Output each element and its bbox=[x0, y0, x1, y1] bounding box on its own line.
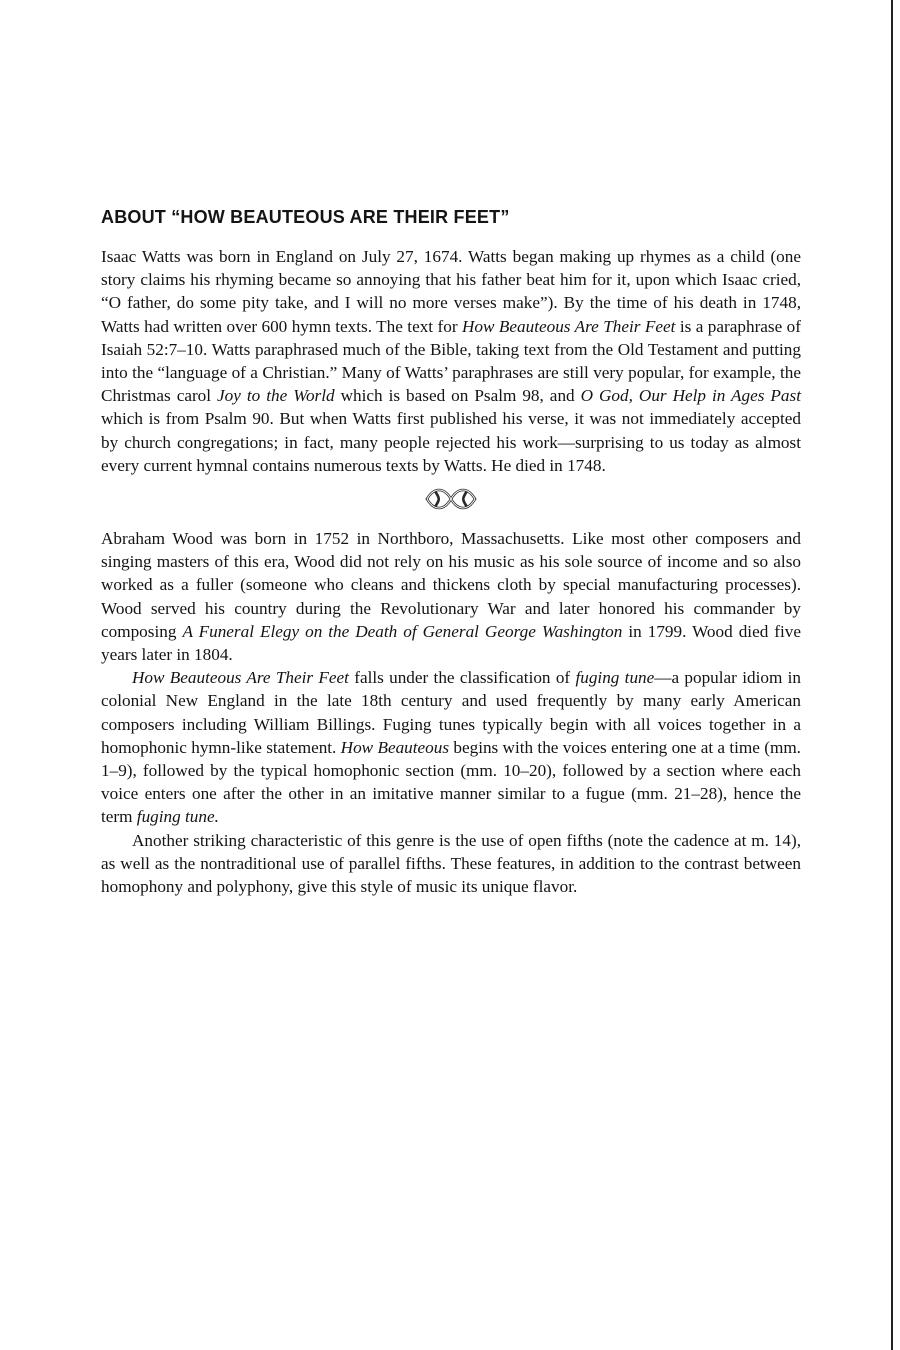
page-edge-line bbox=[891, 0, 893, 1350]
paragraph-watts bbox=[101, 245, 801, 477]
text-run: which is based on Psalm 98, and bbox=[334, 386, 581, 406]
text-run: —a popular idiom in colonial New England in the late 18th century and used frequently by many early American composers including William Billings. Fuging tunes typically begin with all voices together in a homophonic hymn-like statement. bbox=[101, 668, 801, 757]
italic-title-text: fuging tune bbox=[575, 668, 655, 688]
paragraph-fuging-tune bbox=[101, 666, 801, 828]
italic-title-text: How Beauteous bbox=[340, 737, 450, 757]
italic-title-text: O God, Our Help in Ages Past bbox=[580, 386, 801, 406]
text-run: Another striking characteristic of this genre is the use of open fifths (note the cadence at m. 14), as well as the nontraditional use of parallel fifths. These features, in addition to the contrast between homophony and polyphony, give this style of music its unique flavor. bbox=[101, 830, 801, 897]
text-run: falls under the classification of bbox=[348, 668, 576, 688]
celtic-knot-ornament-icon bbox=[101, 485, 801, 515]
italic-title-text: How Beauteous Are Their Feet bbox=[461, 316, 676, 336]
text-run: begins with the voices entering one at a time (mm. 1–9), followed by the typical homophonic section (mm. 10–20), followed by a section where each voice enters one after the other in an imitative manner similar to a fugue (mm. 21–28), hence the term bbox=[101, 737, 801, 827]
text-run: Isaac Watts was born in England on July 27, 1674. Watts began making up rhymes as a child (one story claims his rhyming became so annoying that his father beat him for it, upon which Isaac cried, “O father, do some pity take, and I will no more verses make”). By the time of his death in 1748, Watts had written over 600 hymn texts. The text for bbox=[101, 247, 801, 336]
document-body bbox=[101, 205, 801, 898]
text-run: in 1799. Wood died five years later in 1804. bbox=[101, 621, 802, 665]
paragraph-genre-characteristics bbox=[101, 829, 801, 899]
italic-title-text: A Funeral Elegy on the Death of General George Washington bbox=[182, 621, 623, 641]
italic-title-text: How Beauteous Are Their Feet bbox=[132, 668, 349, 688]
italic-title-text: fuging tune. bbox=[136, 807, 219, 827]
text-run: is a paraphrase of Isaiah 52:7–10. Watts paraphrased much of the Bible, taking text from the Old Testament and putting into the “language of a Christian.” Many of Watts’ paraphrases are still very popular, for example, the Christmas carol bbox=[101, 316, 801, 406]
section-heading: ABOUT “HOW BEAUTEOUS ARE THEIR FEET” bbox=[101, 207, 510, 227]
text-run: Abraham Wood was born in 1752 in Northboro, Massachusetts. Like most other composers and singing masters of this era, Wood did not rely on his music as his sole source of income and so also worked as a fuller (someone who cleans and thickens cloth by special manufacturing processes). Wood served his country during the Revolutionary War and later honored his commander by composing bbox=[101, 529, 801, 641]
italic-title-text: Joy to the World bbox=[217, 386, 335, 406]
text-run: which is from Psalm 90. But when Watts first published his verse, it was not immediately accepted by church congregations; in fact, many people rejected his work—surprising to us today as almost every current hymnal contains numerous texts by Watts. He died in 1748. bbox=[101, 409, 801, 475]
paragraph-wood bbox=[101, 527, 801, 666]
